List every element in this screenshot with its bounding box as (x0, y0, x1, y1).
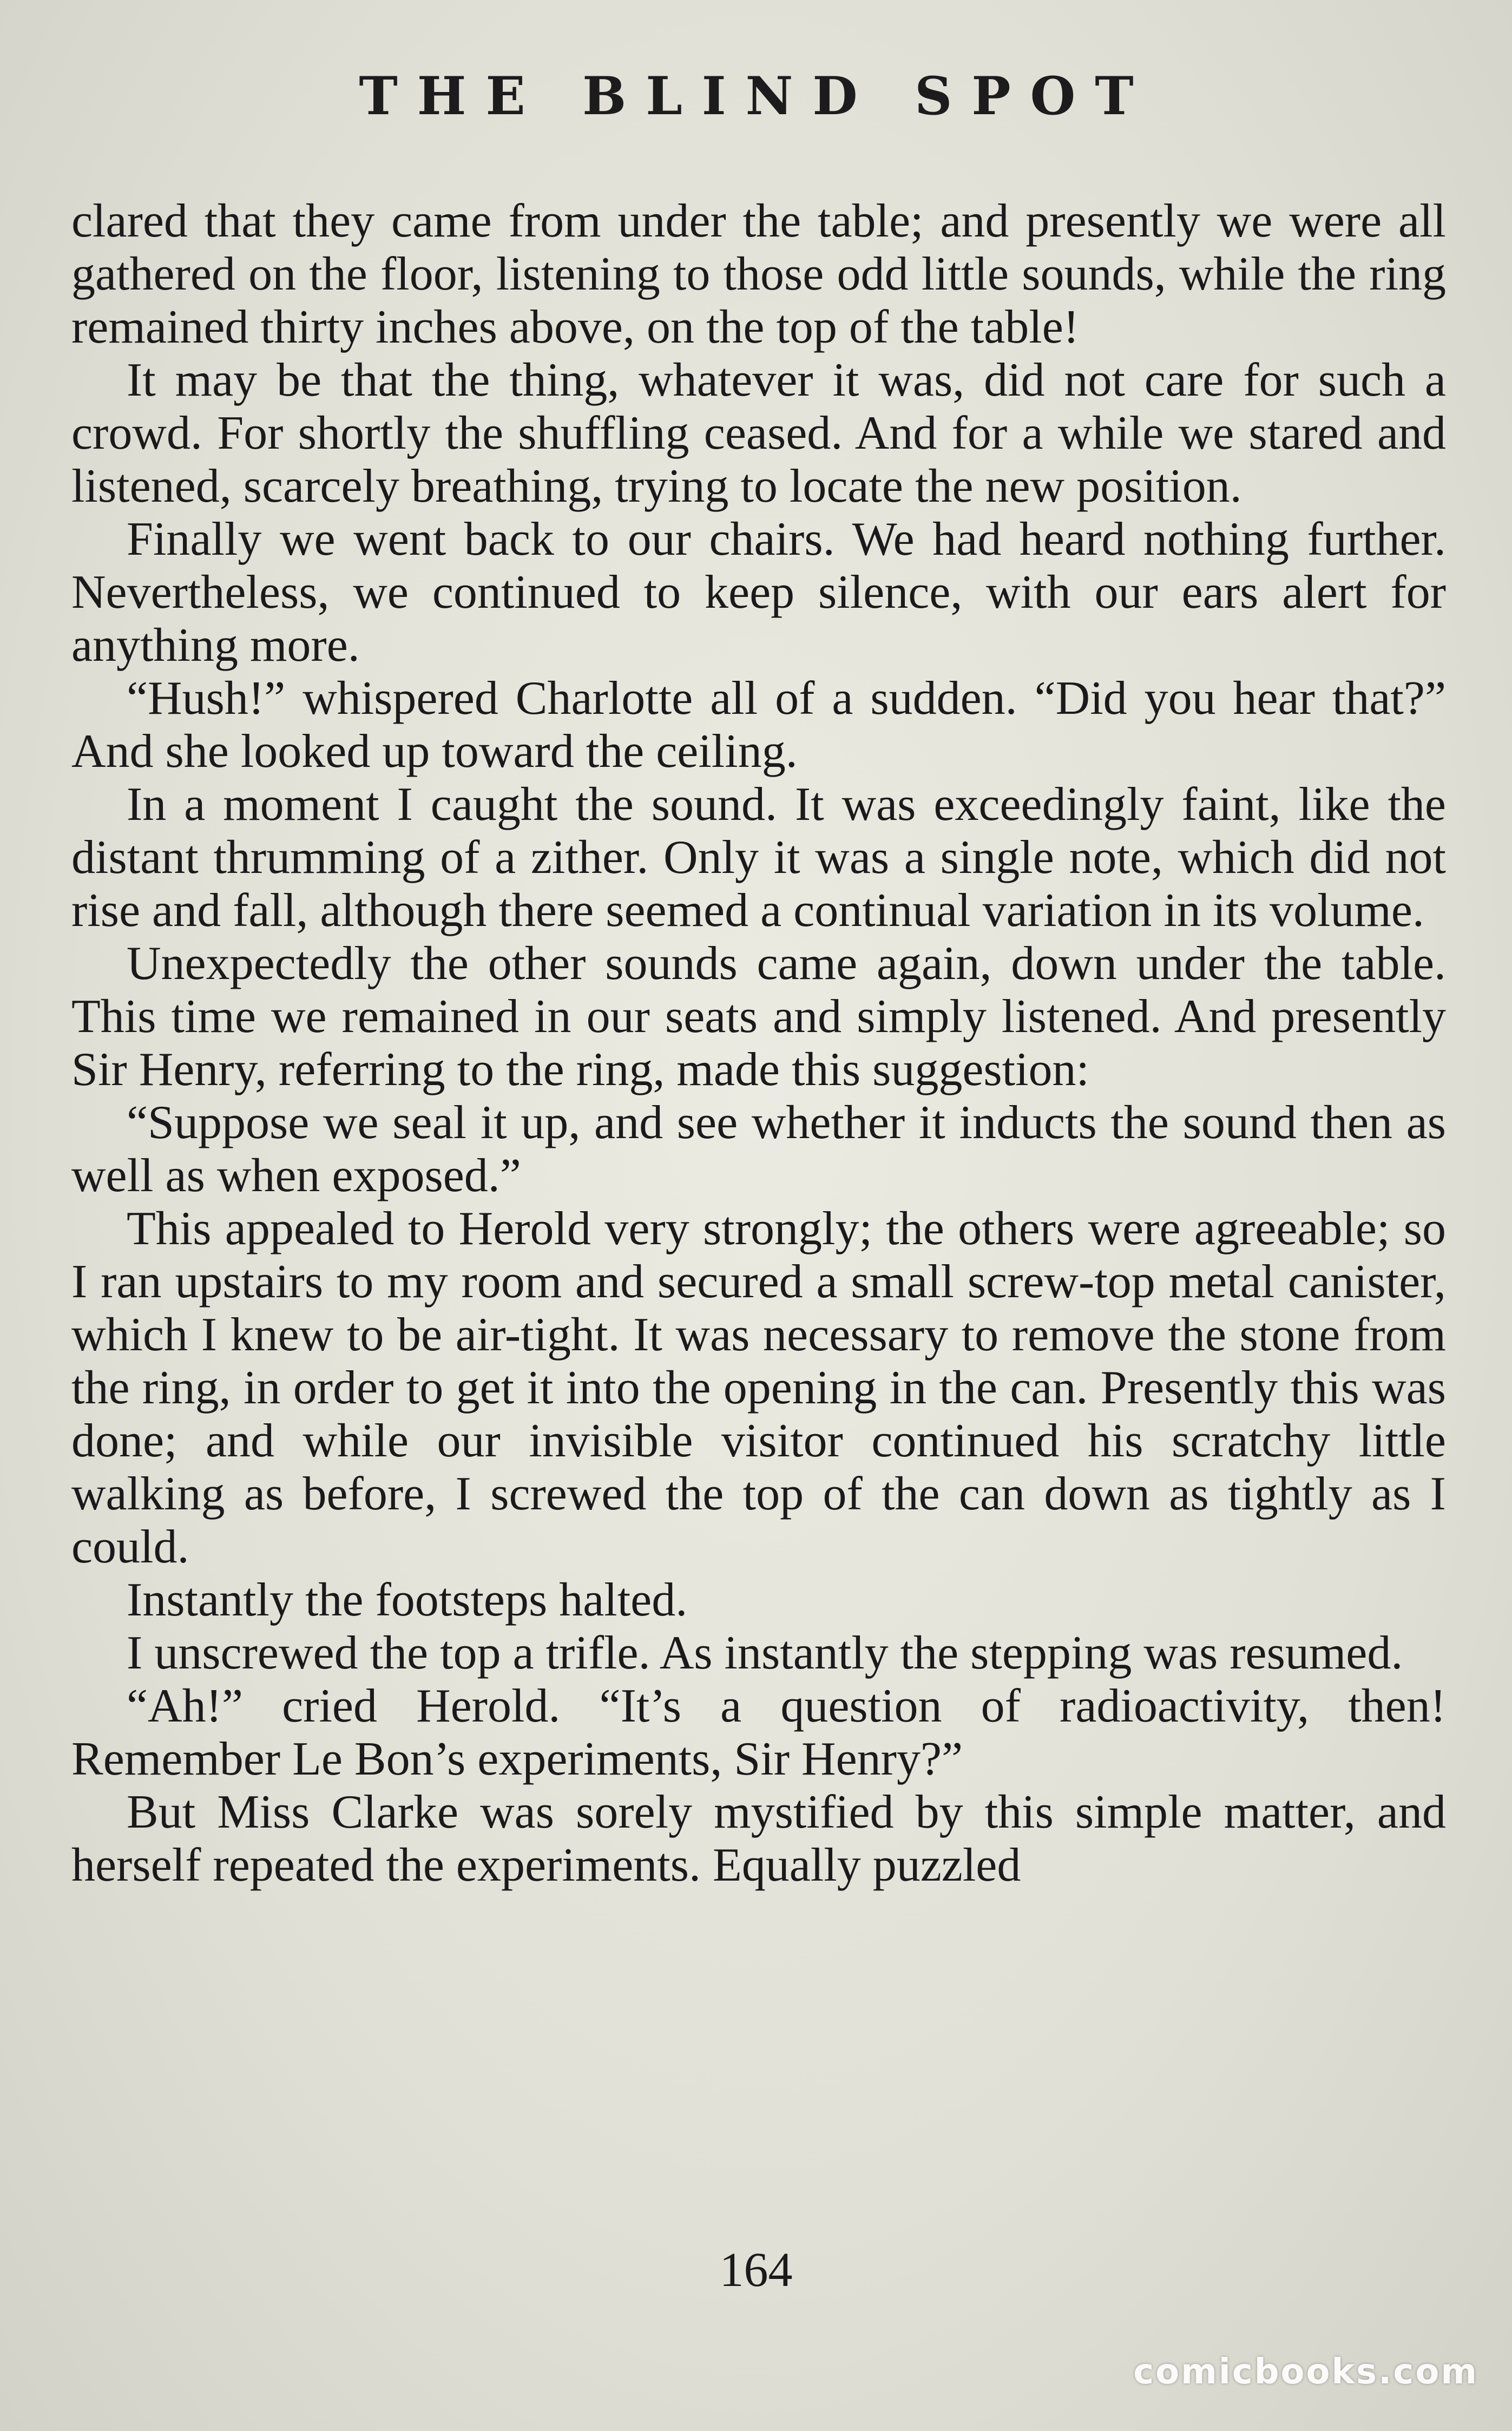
paragraph: Instantly the footsteps halted. (127, 1574, 688, 1626)
page-number: 164 (719, 2243, 793, 2297)
paragraph: clared that they came from under the table; and presently we were all gathered on the floor, listening to those odd little sounds, while the ring remained thirty inches above, on the top of the table! (71, 195, 1446, 353)
paragraph: Finally we went back to our chairs. We had heard nothing further. Nevertheless, we continued to keep silence, with our ears alert for anything more. (71, 513, 1446, 672)
paragraph: But Miss Clarke was sorely mystified by this simple matter, and herself repeated the experiments. Equally puzzled (71, 1786, 1446, 1891)
body-text (71, 195, 1446, 1892)
running-head: THE BLIND SPOT (359, 65, 1153, 127)
paragraph: “Hush!” whispered Charlotte all of a sudden. “Did you hear that?” And she looked up toward the ceiling. (71, 672, 1446, 778)
paragraph: It may be that the thing, whatever it was, did not care for such a crowd. For shortly the shuffling ceased. And for a while we stared and listened, scarcely breathing, trying to locate the new position. (71, 354, 1446, 513)
paragraph: “Ah!” cried Herold. “It’s a question of radioactivity, then! Remember Le Bon’s experiments, Sir Henry?” (71, 1680, 1446, 1785)
watermark: comicbooks.com (1133, 2352, 1478, 2392)
paragraph: “Suppose we seal it up, and see whether it inducts the sound then as well as when exposed.” (71, 1096, 1446, 1202)
paragraph: This appealed to Herold very strongly; the others were agreeable; so I ran upstairs to my room and secured a small screw-top metal canister, which I knew to be air-tight. It was necessary to remove the stone from the ring, in order to get it into the opening in the can. Presently this was done; and while our invisible visitor continued his scratchy little walking as before, I screwed the top of the can down as tightly as I could. (71, 1203, 1446, 1573)
paragraph: I unscrewed the top a trifle. As instantly the stepping was resumed. (127, 1627, 1403, 1679)
paragraph: Unexpectedly the other sounds came again, down under the table. This time we remained in our seats and simply listened. And presently Sir Henry, referring to the ring, made this suggestion: (71, 937, 1446, 1096)
paragraph: In a moment I caught the sound. It was exceedingly faint, like the distant thrumming of a zither. Only it was a single note, which did not rise and fall, although there seemed a continual variation in its volume. (71, 778, 1446, 937)
